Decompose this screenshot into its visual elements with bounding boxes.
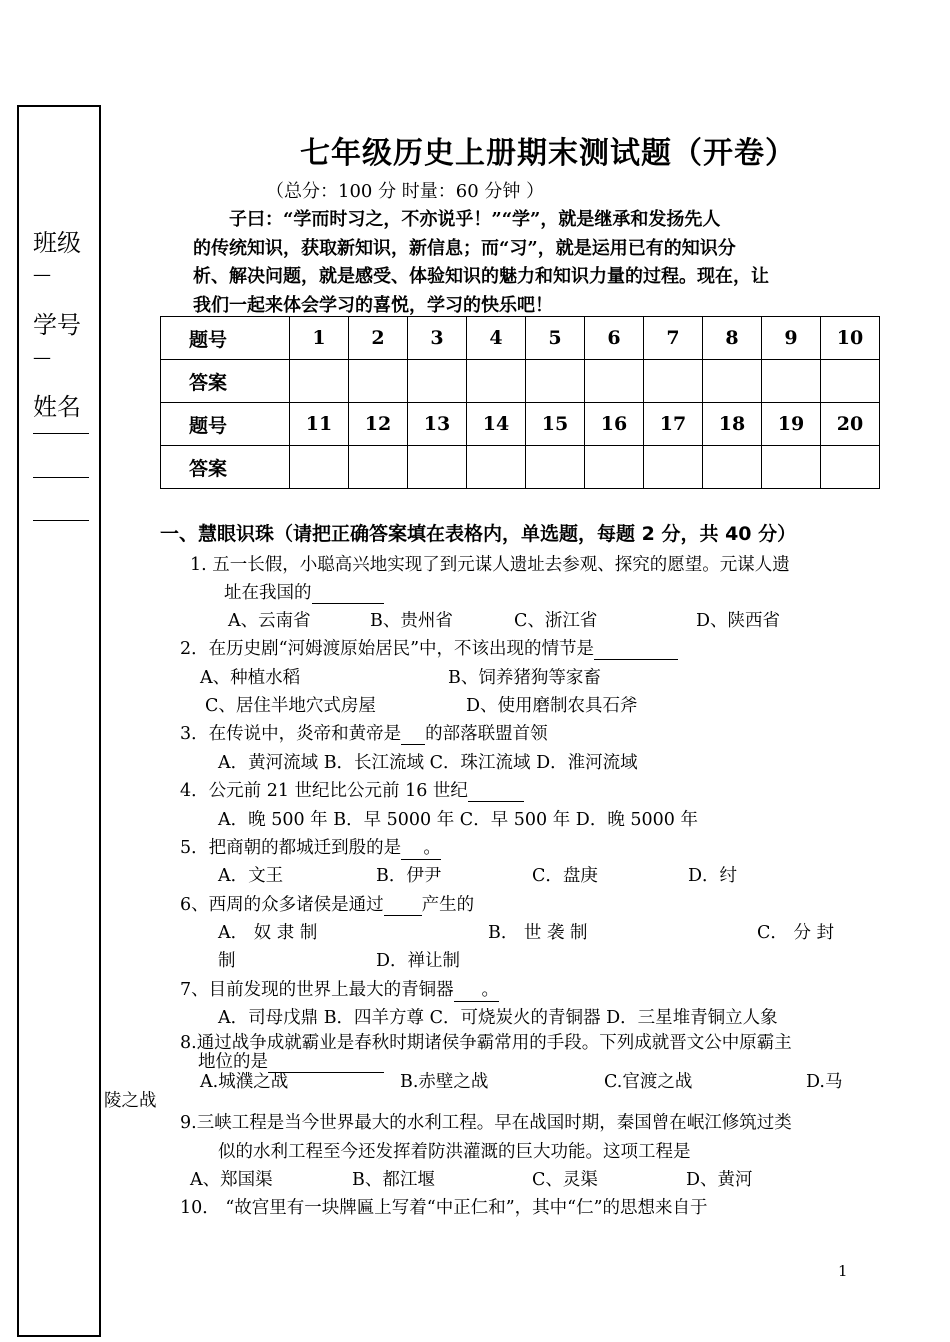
answer-cell[interactable] <box>526 360 585 403</box>
question-5-option-d[interactable]: D．纣 <box>688 866 738 886</box>
name-blank-line-3[interactable] <box>33 520 89 521</box>
answer-cell[interactable] <box>467 446 526 489</box>
class-label: 班级 <box>33 229 81 257</box>
question-number-cell: 13 <box>408 403 467 446</box>
answer-cell[interactable] <box>408 446 467 489</box>
question-number-cell: 1 <box>290 317 349 360</box>
intro-paragraph <box>193 206 853 320</box>
question-10: 10． “故宫里有一块牌匾上写着“中正仁和”，其中“仁”的思想来自于 <box>180 1198 708 1218</box>
answer-cell[interactable] <box>644 446 703 489</box>
question-7-stem: 7、目前发现的世界上最大的青铜器 <box>180 980 454 1000</box>
question-9-option-c[interactable]: C、灵渠 <box>532 1170 598 1190</box>
question-number-row <box>161 403 880 446</box>
question-1-option-d[interactable]: D、陕西省 <box>696 611 781 631</box>
question-number-header: 题号 <box>161 403 290 446</box>
page-number: 1 <box>838 1262 848 1280</box>
question-3-blank[interactable] <box>401 724 425 745</box>
answer-cell[interactable] <box>703 360 762 403</box>
answer-cell[interactable] <box>408 360 467 403</box>
question-8-stem-end: 地位的是 <box>198 1052 268 1072</box>
answer-cell[interactable] <box>467 360 526 403</box>
question-number-cell: 16 <box>585 403 644 446</box>
question-6-option-b[interactable]: B． 世 袭 制 <box>488 923 588 943</box>
question-3-options[interactable]: A．黄河流域 B．长江流域 C．珠江流域 D．淮河流域 <box>218 753 638 773</box>
answer-cell[interactable] <box>290 360 349 403</box>
question-2-option-b[interactable]: B、饲养猪狗等家畜 <box>448 668 601 688</box>
question-number-cell: 4 <box>467 317 526 360</box>
question-number-cell: 5 <box>526 317 585 360</box>
question-5-blank[interactable]: 。 <box>401 834 441 860</box>
question-number-cell: 9 <box>762 317 821 360</box>
question-4-options[interactable]: A．晚 500 年 B．早 5000 年 C．早 500 年 D．晚 5000 年 <box>218 810 698 830</box>
intro-line: 的传统知识，获取新知识，新信息；而“习”，就是运用已有的知识分 <box>193 237 736 259</box>
question-1-option-c[interactable]: C、浙江省 <box>514 611 598 631</box>
answer-row <box>161 360 880 403</box>
question-number-cell: 15 <box>526 403 585 446</box>
answer-header: 答案 <box>161 360 290 403</box>
question-2-option-a[interactable]: A、种植水稻 <box>200 668 301 688</box>
question-8-option-d-continued: 陵之战 <box>104 1091 157 1111</box>
answer-cell[interactable] <box>762 446 821 489</box>
answer-cell[interactable] <box>821 446 880 489</box>
question-6-stem-start: 6、西周的众多诸侯是通过 <box>180 895 384 915</box>
question-number-cell: 17 <box>644 403 703 446</box>
question-5-option-b[interactable]: B．伊尹 <box>376 866 442 886</box>
question-number-cell: 7 <box>644 317 703 360</box>
question-number-row <box>161 317 880 360</box>
question-6-stem-end: 产生的 <box>421 895 475 915</box>
question-number-cell: 19 <box>762 403 821 446</box>
student-number-label: 学号 <box>33 311 81 339</box>
question-1-option-a[interactable]: A、云南省 <box>228 611 311 631</box>
answer-cell[interactable] <box>821 360 880 403</box>
question-number-cell: 2 <box>349 317 408 360</box>
answer-row <box>161 446 880 489</box>
answer-cell[interactable] <box>703 446 762 489</box>
question-5-stem: 5．把商朝的都城迁到殷的是 <box>180 838 402 858</box>
question-9-line-1: 9.三峡工程是当今世界最大的水利工程。早在战国时期，秦国曾在岷江修筑过类 <box>180 1113 792 1133</box>
question-6 <box>180 891 474 916</box>
question-7-blank[interactable]: 。 <box>454 976 499 1002</box>
question-number-cell: 12 <box>349 403 408 446</box>
answer-cell[interactable] <box>349 360 408 403</box>
question-6-option-c-continued: 制 <box>218 951 236 971</box>
question-7-options[interactable]: A．司母戊鼎 B．四羊方尊 C．可烧炭火的青铜器 D．三星堆青铜立人象 <box>218 1008 778 1028</box>
name-label: 姓名 <box>33 393 81 421</box>
question-4-stem: 4．公元前 21 世纪比公元前 16 世纪 <box>180 781 468 801</box>
exam-meta: （总分：100 分 时量：60 分钟 ） <box>266 181 545 202</box>
page-title: 七年级历史上册期末测试题（开卷） <box>300 136 796 171</box>
question-6-option-d[interactable]: D．禅让制 <box>376 951 461 971</box>
question-5-option-c[interactable]: C．盘庚 <box>532 866 598 886</box>
question-2-stem: 2．在历史剧“河姆渡原始居民”中，不该出现的情节是 <box>180 639 595 659</box>
question-8-line-1: 8.通过战争成就霸业是春秋时期诸侯争霸常用的手段。下列成就晋文公中原霸主 <box>180 1033 792 1053</box>
question-number-cell: 10 <box>821 317 880 360</box>
question-1-option-b[interactable]: B、贵州省 <box>370 611 453 631</box>
question-2 <box>180 635 678 660</box>
question-number-cell: 11 <box>290 403 349 446</box>
answer-header: 答案 <box>161 446 290 489</box>
question-4-blank[interactable] <box>468 781 524 802</box>
answer-table <box>160 316 880 489</box>
question-number-cell: 8 <box>703 317 762 360</box>
question-6-blank[interactable] <box>384 895 422 916</box>
question-number-cell: 6 <box>585 317 644 360</box>
question-number-header: 题号 <box>161 317 290 360</box>
question-8-option-b[interactable]: B.赤壁之战 <box>400 1072 489 1092</box>
question-4 <box>180 777 524 802</box>
question-1-line-1: 1. 五一长假，小聪高兴地实现了到元谋人遗址去参观、探究的愿望。元谋人遗 <box>190 555 790 575</box>
question-2-option-c[interactable]: C、居住半地穴式房屋 <box>205 696 376 716</box>
question-1-stem-end: 址在我国的 <box>224 583 312 603</box>
intro-line: 子曰：“学而时习之，不亦说乎！”“学”，就是继承和发扬先人 <box>229 209 721 230</box>
class-dash: — <box>33 264 51 285</box>
answer-cell[interactable] <box>585 360 644 403</box>
number-dash: — <box>33 347 51 368</box>
name-blank-line-2[interactable] <box>33 477 89 478</box>
answer-cell[interactable] <box>349 446 408 489</box>
question-1-line-2 <box>224 579 384 604</box>
question-number-cell: 14 <box>467 403 526 446</box>
intro-line: 我们一起来体会学习的喜悦，学习的快乐吧！ <box>193 294 553 316</box>
intro-line: 析、解决问题，就是感受、体验知识的魅力和知识力量的过程。现在，让 <box>193 266 769 287</box>
question-5 <box>180 834 441 860</box>
question-5-option-a[interactable]: A．文王 <box>218 866 284 886</box>
name-blank-line-1[interactable] <box>33 433 89 434</box>
section-one-heading: 一、慧眼识珠（请把正确答案填在表格内，单选题，每题 2 分，共 40 分） <box>160 523 797 545</box>
question-number-cell: 18 <box>703 403 762 446</box>
binding-sidebar <box>17 105 101 1337</box>
question-9-option-d[interactable]: D、黄河 <box>686 1170 753 1190</box>
question-1-blank[interactable] <box>312 583 384 604</box>
question-3-stem-start: 3．在传说中，炎帝和黄帝是 <box>180 724 402 744</box>
question-8-option-a[interactable]: A.城濮之战 <box>200 1072 289 1092</box>
question-6-option-c[interactable]: C． 分 封 <box>757 923 835 943</box>
answer-cell[interactable] <box>762 360 821 403</box>
question-9-option-b[interactable]: B、都江堰 <box>352 1170 435 1190</box>
question-7 <box>180 976 499 1002</box>
answer-cell[interactable] <box>526 446 585 489</box>
question-8-option-d[interactable]: D.马 <box>806 1072 843 1092</box>
question-number-cell: 3 <box>408 317 467 360</box>
question-2-blank[interactable] <box>594 639 678 660</box>
answer-cell[interactable] <box>644 360 703 403</box>
answer-cell[interactable] <box>290 446 349 489</box>
question-2-option-d[interactable]: D、使用磨制农具石斧 <box>466 696 638 716</box>
question-9-line-2: 似的水利工程至今还发挥着防洪灌溉的巨大功能。这项工程是 <box>218 1142 691 1162</box>
answer-cell[interactable] <box>585 446 644 489</box>
question-3 <box>180 720 548 745</box>
question-9-option-a[interactable]: A、郑国渠 <box>190 1170 273 1190</box>
question-3-stem-end: 的部落联盟首领 <box>425 724 548 744</box>
question-8-option-c[interactable]: C.官渡之战 <box>604 1072 693 1092</box>
question-number-cell: 20 <box>821 403 880 446</box>
question-6-option-a[interactable]: A． 奴 隶 制 <box>218 923 318 943</box>
